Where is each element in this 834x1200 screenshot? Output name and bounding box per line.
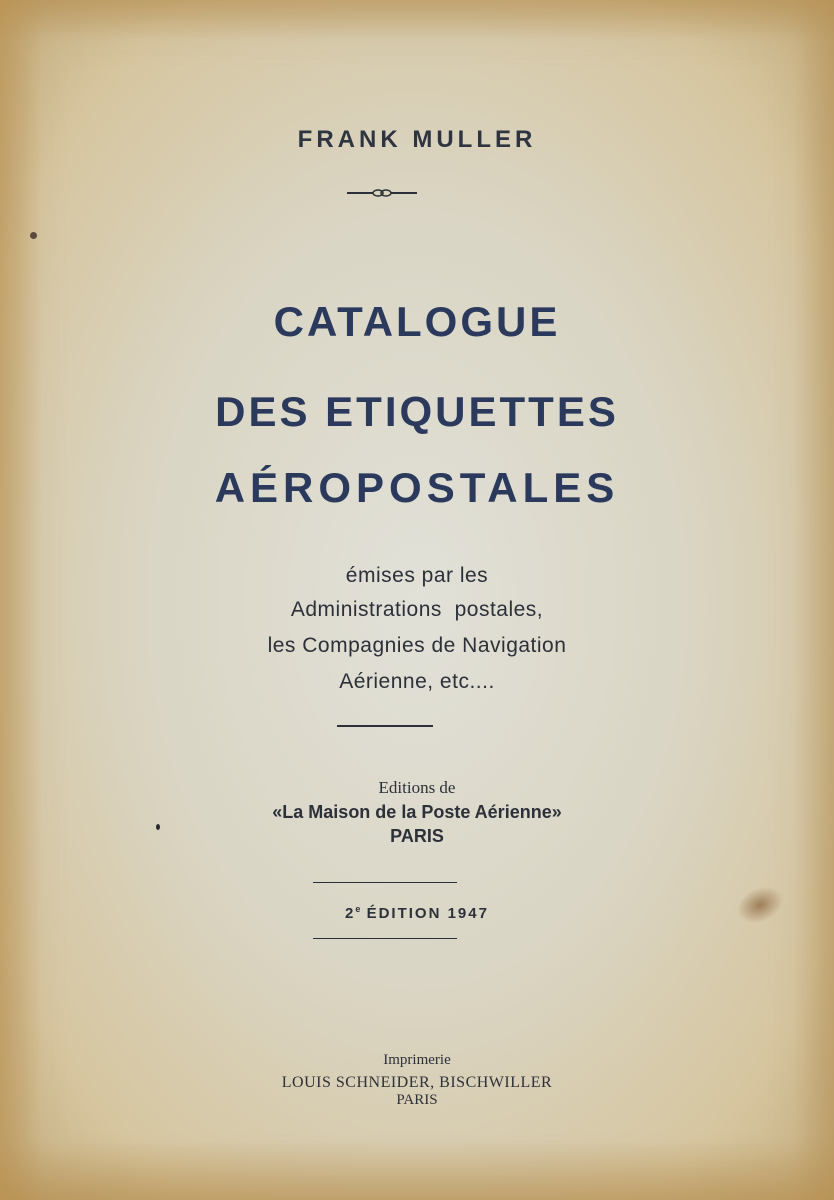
- edition-ordinal: e: [355, 904, 361, 914]
- subtitle-line-4: Aérienne, etc....: [339, 670, 495, 693]
- divider-rule: [337, 725, 433, 727]
- printer-city: PARIS: [396, 1092, 438, 1108]
- divider-rule: [313, 938, 457, 939]
- title-line-3: AÉROPOSTALES: [214, 464, 620, 511]
- printer-name: LOUIS SCHNEIDER, BISCHWILLER: [281, 1074, 553, 1091]
- edition-number: 2: [345, 905, 356, 922]
- ornament-divider-icon: [347, 186, 417, 200]
- author-name: FRANK MULLER: [297, 126, 537, 153]
- edition-text: ÉDITION 1947: [366, 905, 489, 922]
- aged-edge-bottom: [0, 1140, 834, 1200]
- title-line-1: CATALOGUE: [273, 298, 561, 345]
- subtitle-line-3: les Compagnies de Navigation: [267, 634, 567, 657]
- publisher-label: Editions de: [378, 778, 456, 797]
- ink-speck: [30, 232, 37, 239]
- edition-statement: [0, 904, 834, 922]
- subtitle-line-2: Administrations postales,: [290, 598, 544, 621]
- divider-rule: [313, 882, 457, 883]
- aged-edge-top: [0, 0, 834, 40]
- title-line-2: DES ETIQUETTES: [215, 388, 619, 435]
- publisher-city: PARIS: [390, 826, 444, 846]
- publisher-name: «La Maison de la Poste Aérienne»: [272, 802, 562, 822]
- printer-label: Imprimerie: [383, 1052, 451, 1068]
- subtitle-line-1: émises par les: [345, 564, 489, 587]
